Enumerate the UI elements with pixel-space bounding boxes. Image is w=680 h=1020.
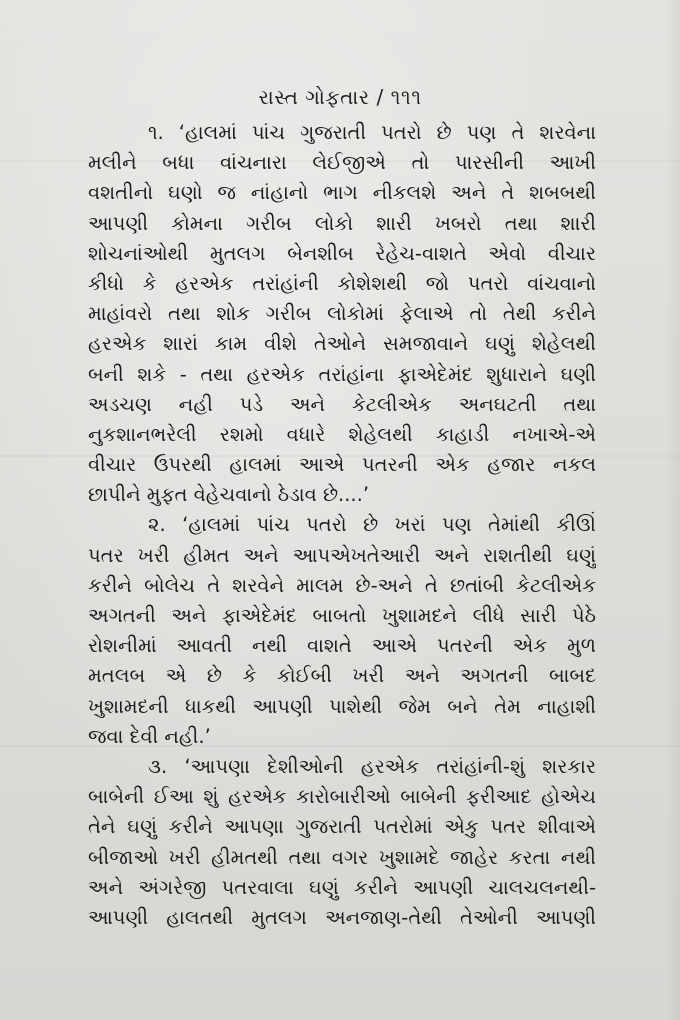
paragraph-1-line: ૧. ‘હાલમાં પાંચ ગુજરાતી પતરો છે પણ તે શરવેના xyxy=(148,121,596,144)
page-edge-shadow xyxy=(666,0,680,1020)
paragraph-1-line: નુકશાનભરેલી રશમો વધારે શેહેલથી કાહાડી નખાએ-એ xyxy=(88,422,596,446)
paragraph-3-line: બીજાઓ ખરી હીમતથી તથા વગર ખુશામદે જાહેર કરતા નથી xyxy=(88,845,596,869)
running-header: રાસ્ત ગોફતાર / ૧૧૧ xyxy=(258,85,422,109)
paragraph-2-line: મતલબ એ છે કે કોઈબી ખરી અને અગતની બાબદ xyxy=(88,664,596,688)
paragraph-2-line: ખુશામદની ધાકથી આપણી પાશેથી જેમ બને તેમ નાહાશી xyxy=(88,694,596,718)
paragraph-2-line: કરીને બોલેચ તે શરવેને માલમ છે-અને તે છતાંબી કેટલીએક xyxy=(88,573,596,597)
paragraph-1-line: છાપીને મુફત વેહેચવાનો ઠેડાવ છે....’ xyxy=(88,483,370,507)
paragraph-3-line: આપણી હાલતથી મુતલગ અનજાણ-તેથી તેઓની આપણી xyxy=(88,905,596,929)
paragraph-1-line: માહાંવરો તથા શોક ગરીબ લોકોમાં ફેલાએ તો તેથી કરીને xyxy=(88,302,596,326)
paragraph-2-line: રોશનીમાં આવતી નથી વાશતે આએ પતરની એક મુળ xyxy=(88,634,596,658)
paragraph-3-line: તેને ઘણું કરીને આપણા ગુજરાતી પતરોમાં એકુ પતર શીવાએ xyxy=(88,815,596,839)
paragraph-1-line: વીચાર ઉપરથી હાલમાં આએ પતરની એક હજાર નકલ xyxy=(88,453,596,477)
paragraph-1-line: વશતીનો ઘણો જ નાંહાનો ભાગ નીકલશે અને તે શબબથી xyxy=(88,181,596,205)
paragraph-2-line: અગતની અને ફાએદેમંદ બાબતો ખુશામદને લીધે સારી પેઠે xyxy=(88,604,596,627)
paragraph-1-line: શોચનાંઓથી મુતલગ બેનશીબ રેહેચ-વાશતે એવો વીચાર xyxy=(88,241,596,265)
page-body xyxy=(88,118,596,933)
paragraph-2-line: પતર ખરી હીમત અને આપએખતેઆરી અને રાશતીથી ઘણું xyxy=(88,543,596,567)
paragraph-2-line: ૨. ‘હાલમાં પાંચ પતરો છે ખરાં પણ તેમાંથી કીઊં xyxy=(148,513,596,537)
paragraph-1-line: મલીને બધા વાંચનારા લેઈજીએ તો પારસીની આખી xyxy=(88,151,596,175)
paragraph-1-line: આપણી કોમના ગરીબ લોકો શારી ખબરો તથા શારી xyxy=(88,211,596,235)
paragraph-1-line: કીધો કે હરએક તરાંહાંની કોશેશથી જો પતરો વાંચવાનો xyxy=(88,271,596,295)
paragraph-1-line: હરએક શારાં કામ વીશે તેઓને સમજાવાને ઘણું શેહેલથી xyxy=(88,332,596,356)
paragraph-2-line: જવા દેવી નહી.’ xyxy=(88,724,211,748)
paragraph-1-line: બની શકે - તથા હરએક તરાંહાંના ફાએદેમંદ શુધારાને ઘણી xyxy=(88,362,596,386)
paragraph-3-line: અને અંગરેજી પતરવાલા ઘણું કરીને આપણી ચાલચલનથી- xyxy=(88,875,596,899)
paragraph-3-line: ૩. ‘આપણા દેશીઓની હરએક તરાંહાંની-શું શરકાર xyxy=(148,754,596,778)
paragraph-3-line: બાબેની ઈઆ શું હરએક કારોબારીઓ બાબેની ફરીઆદ હોએચ xyxy=(88,785,596,809)
paragraph-1-line: અડચણ નહી પડે અને કેટલીએક અનઘટતી તથા xyxy=(88,392,596,416)
